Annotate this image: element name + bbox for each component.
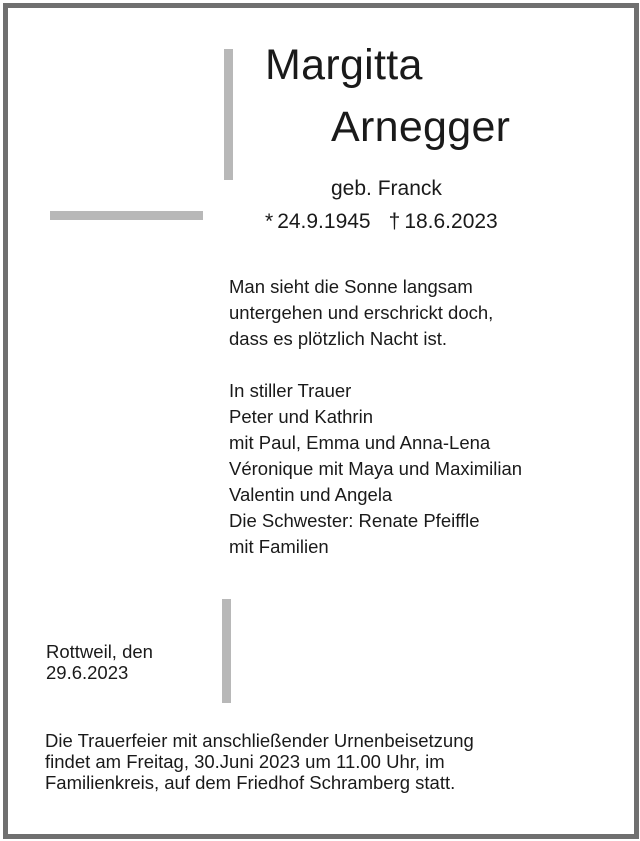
death-date: 18.6.2023	[404, 210, 498, 233]
deceased-last-name: Arnegger	[331, 103, 511, 151]
vertical-divider-bottom	[222, 599, 231, 703]
mourners-line: Die Schwester: Renate Pfeiffle	[229, 510, 480, 531]
place-line: Rottweil, den	[46, 641, 153, 662]
birth-symbol: *	[265, 210, 274, 233]
date-line: 29.6.2023	[46, 662, 129, 683]
mourners-line: Véronique mit Maya und Maximilian	[229, 458, 523, 479]
life-dates	[265, 209, 498, 235]
funeral-service-info	[45, 730, 474, 793]
birth-date: 24.9.1945	[277, 210, 371, 233]
memorial-verse	[229, 274, 493, 352]
birth-name: geb. Franck	[331, 177, 442, 200]
verse-line: untergehen und erschrickt doch,	[229, 302, 494, 323]
verse-line: dass es plötzlich Nacht ist.	[229, 328, 447, 349]
mourners-line: mit Paul, Emma und Anna-Lena	[229, 432, 491, 453]
service-line: Die Trauerfeier mit anschließender Urnenbeisetzung	[45, 730, 474, 751]
mourners-line: In stiller Trauer	[229, 380, 352, 401]
mourners-line: Peter und Kathrin	[229, 406, 373, 427]
death-cross-symbol: †	[388, 210, 401, 233]
vertical-divider-top	[224, 49, 233, 180]
service-line: findet am Freitag, 30.Juni 2023 um 11.00 Uhr, im	[45, 751, 445, 772]
service-line: Familienkreis, auf dem Friedhof Schramberg statt.	[45, 772, 456, 793]
mourners-line: mit Familien	[229, 536, 329, 557]
mourners-line: Valentin und Angela	[229, 484, 393, 505]
place-and-date	[46, 641, 153, 683]
horizontal-divider	[50, 211, 203, 220]
deceased-first-name: Margitta	[265, 41, 423, 89]
mourners-list	[229, 378, 522, 560]
verse-line: Man sieht die Sonne langsam	[229, 276, 473, 297]
